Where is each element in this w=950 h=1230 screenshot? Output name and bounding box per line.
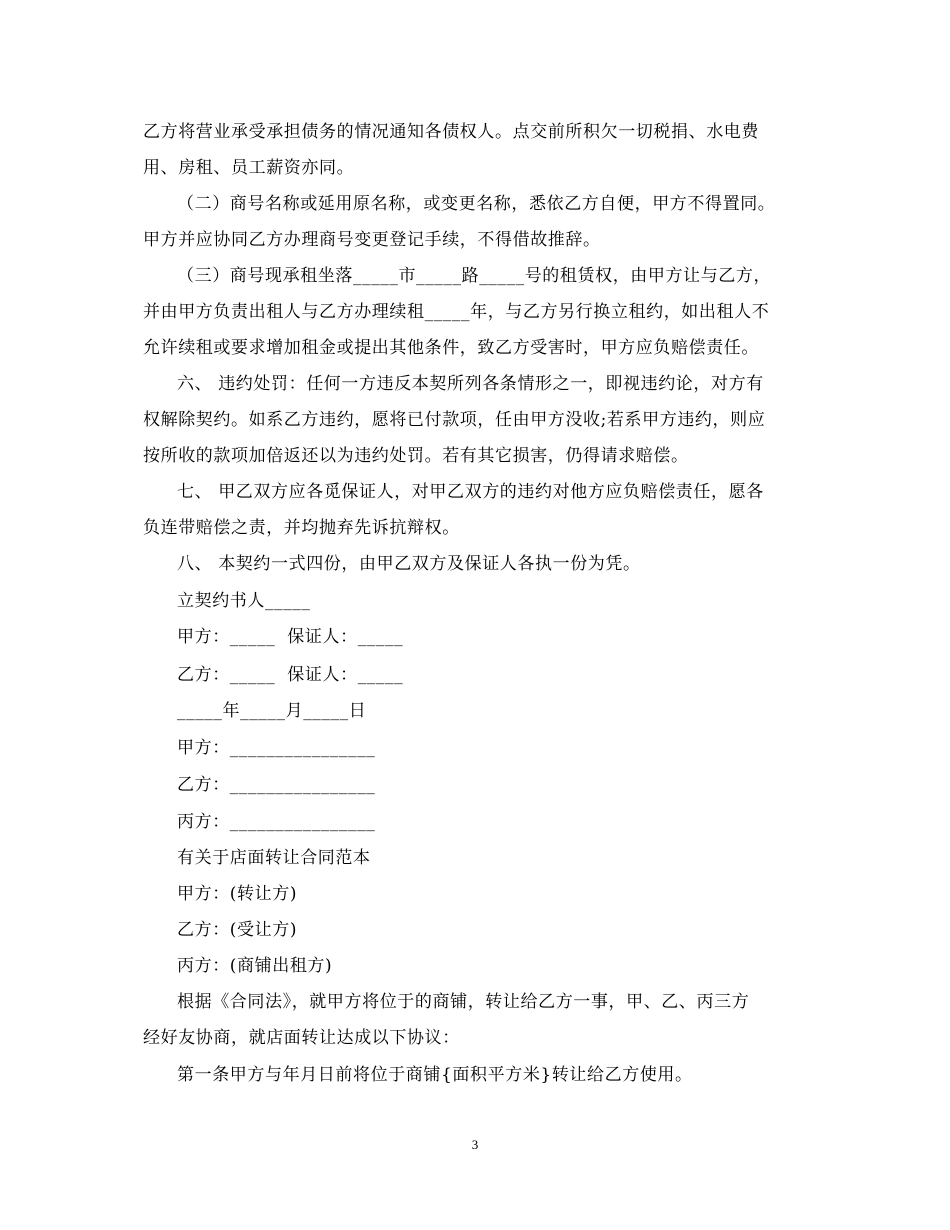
date-line: _____年_____月_____日 xyxy=(177,701,367,721)
paragraph-line: （二）商号名称或延用原名称，或变更名称，悉依乙方自便，甲方不得置同。 xyxy=(177,194,776,214)
signature-line: 甲方：________________ xyxy=(177,738,376,758)
paragraph-line: 第一条甲方与年月日前将位于商铺{面积平方米}转让给乙方使用。 xyxy=(177,1065,693,1085)
signature-line: 丙方：________________ xyxy=(177,812,376,832)
paragraph-line: 甲方并应协同乙方办理商号变更登记手续，不得借故推辞。 xyxy=(143,230,601,250)
paragraph-line: （三）商号现承租坐落_____市_____路_____号的租赁权，由甲方让与乙方， xyxy=(177,266,772,286)
paragraph-line: 权解除契约。如系乙方违约，愿将已付款项，任由甲方没收;若系甲方违约，则应 xyxy=(143,410,766,430)
paragraph-line: 七、 甲乙双方应各觅保证人，对甲乙双方的违约对他方应负赔偿责任，愿各 xyxy=(177,482,764,502)
party-line: 甲方：(转让方) xyxy=(177,884,298,904)
paragraph-line: 负连带赔偿之责，并均抛弃先诉抗辩权。 xyxy=(143,518,460,538)
paragraph-line: 用、房租、员工薪资亦同。 xyxy=(143,158,355,178)
paragraph-line: 经好友协商，就店面转让达成以下协议： xyxy=(143,1028,460,1048)
party-line: 乙方：(受让方) xyxy=(177,920,298,940)
section-title: 有关于店面转让合同范本 xyxy=(177,848,371,868)
party-line: 丙方：(商铺出租方) xyxy=(177,956,333,976)
paragraph-line: 乙方将营业承受承担债务的情况通知各债权人。点交前所积欠一切税捐、水电费 xyxy=(143,122,759,142)
paragraph-line: 允许续租或要求增加租金或提出其他条件，致乙方受害时，甲方应负赔偿责任。 xyxy=(143,338,759,358)
paragraph-line: 按所收的款项加倍返还以为违约处罚。若有其它损害，仍得请求赔偿。 xyxy=(143,446,689,466)
signature-line: 乙方：_____ 保证人：_____ xyxy=(177,665,404,685)
signature-line: 乙方：________________ xyxy=(177,775,376,795)
paragraph-line: 根据《合同法》，就甲方将位于的商铺，转让给乙方一事，甲、乙、丙三方 xyxy=(177,992,750,1012)
paragraph-line: 八、 本契约一式四份，由甲乙双方及保证人各执一份为凭。 xyxy=(177,554,641,574)
signature-line: 立契约书人_____ xyxy=(177,591,311,611)
paragraph-line: 六、 违约处罚：任何一方违反本契所列各条情形之一，即视违约论，对方有 xyxy=(177,374,764,394)
signature-line: 甲方：_____ 保证人：_____ xyxy=(177,627,404,647)
page-number: 3 xyxy=(471,1137,479,1152)
paragraph-line: 并由甲方负责出租人与乙方办理续租_____年，与乙方另行换立租约，如出租人不 xyxy=(143,302,770,322)
